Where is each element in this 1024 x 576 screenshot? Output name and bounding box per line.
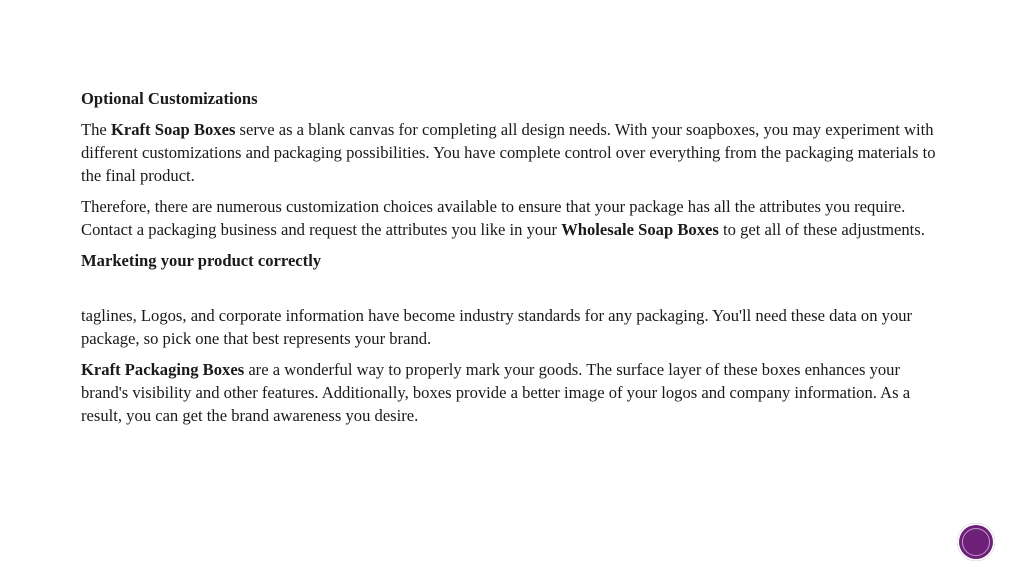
paragraph-text: The [81,120,111,139]
paragraph-kraft-packaging-boxes [81,358,951,427]
bold-wholesale-soap-boxes: Wholesale Soap Boxes [561,220,719,239]
slide-number-badge-icon [957,523,995,561]
paragraph-kraft-soap-boxes [81,118,951,187]
bold-kraft-packaging-boxes: Kraft Packaging Boxes [81,360,245,379]
slide-content [81,87,951,435]
paragraph-text: Therefore, there are numerous customization choices available to ensure that your package has all the attributes you require. Contact a packaging business and request the attributes you like in your [81,197,906,239]
paragraph-text: to get all of these adjustments. [718,220,925,239]
paragraph-wholesale-soap-boxes [81,195,951,241]
bold-kraft-soap-boxes: Kraft Soap Boxes [110,120,236,139]
heading-optional-customizations: Optional Customizations [81,89,258,108]
heading-marketing: Marketing your product correctly [81,251,322,270]
paragraph-text: are a wonderful way to properly mark your goods. The surface layer of these boxes enhances your brand's visibility and other features. Additionally, boxes provide a better image of your logos and company information. As a result, you can get the brand awareness you desire. [81,360,911,425]
paragraph-taglines: taglines, Logos, and corporate information have become industry standards for any packaging. You'll need these data on your package, so pick one that best represents your brand. [81,306,913,348]
paragraph-text: serve as a blank canvas for completing all design needs. With your soapboxes, you may experiment with different customizations and packaging possibilities. You have complete control over everything from the packaging materials to the final product. [81,120,936,185]
